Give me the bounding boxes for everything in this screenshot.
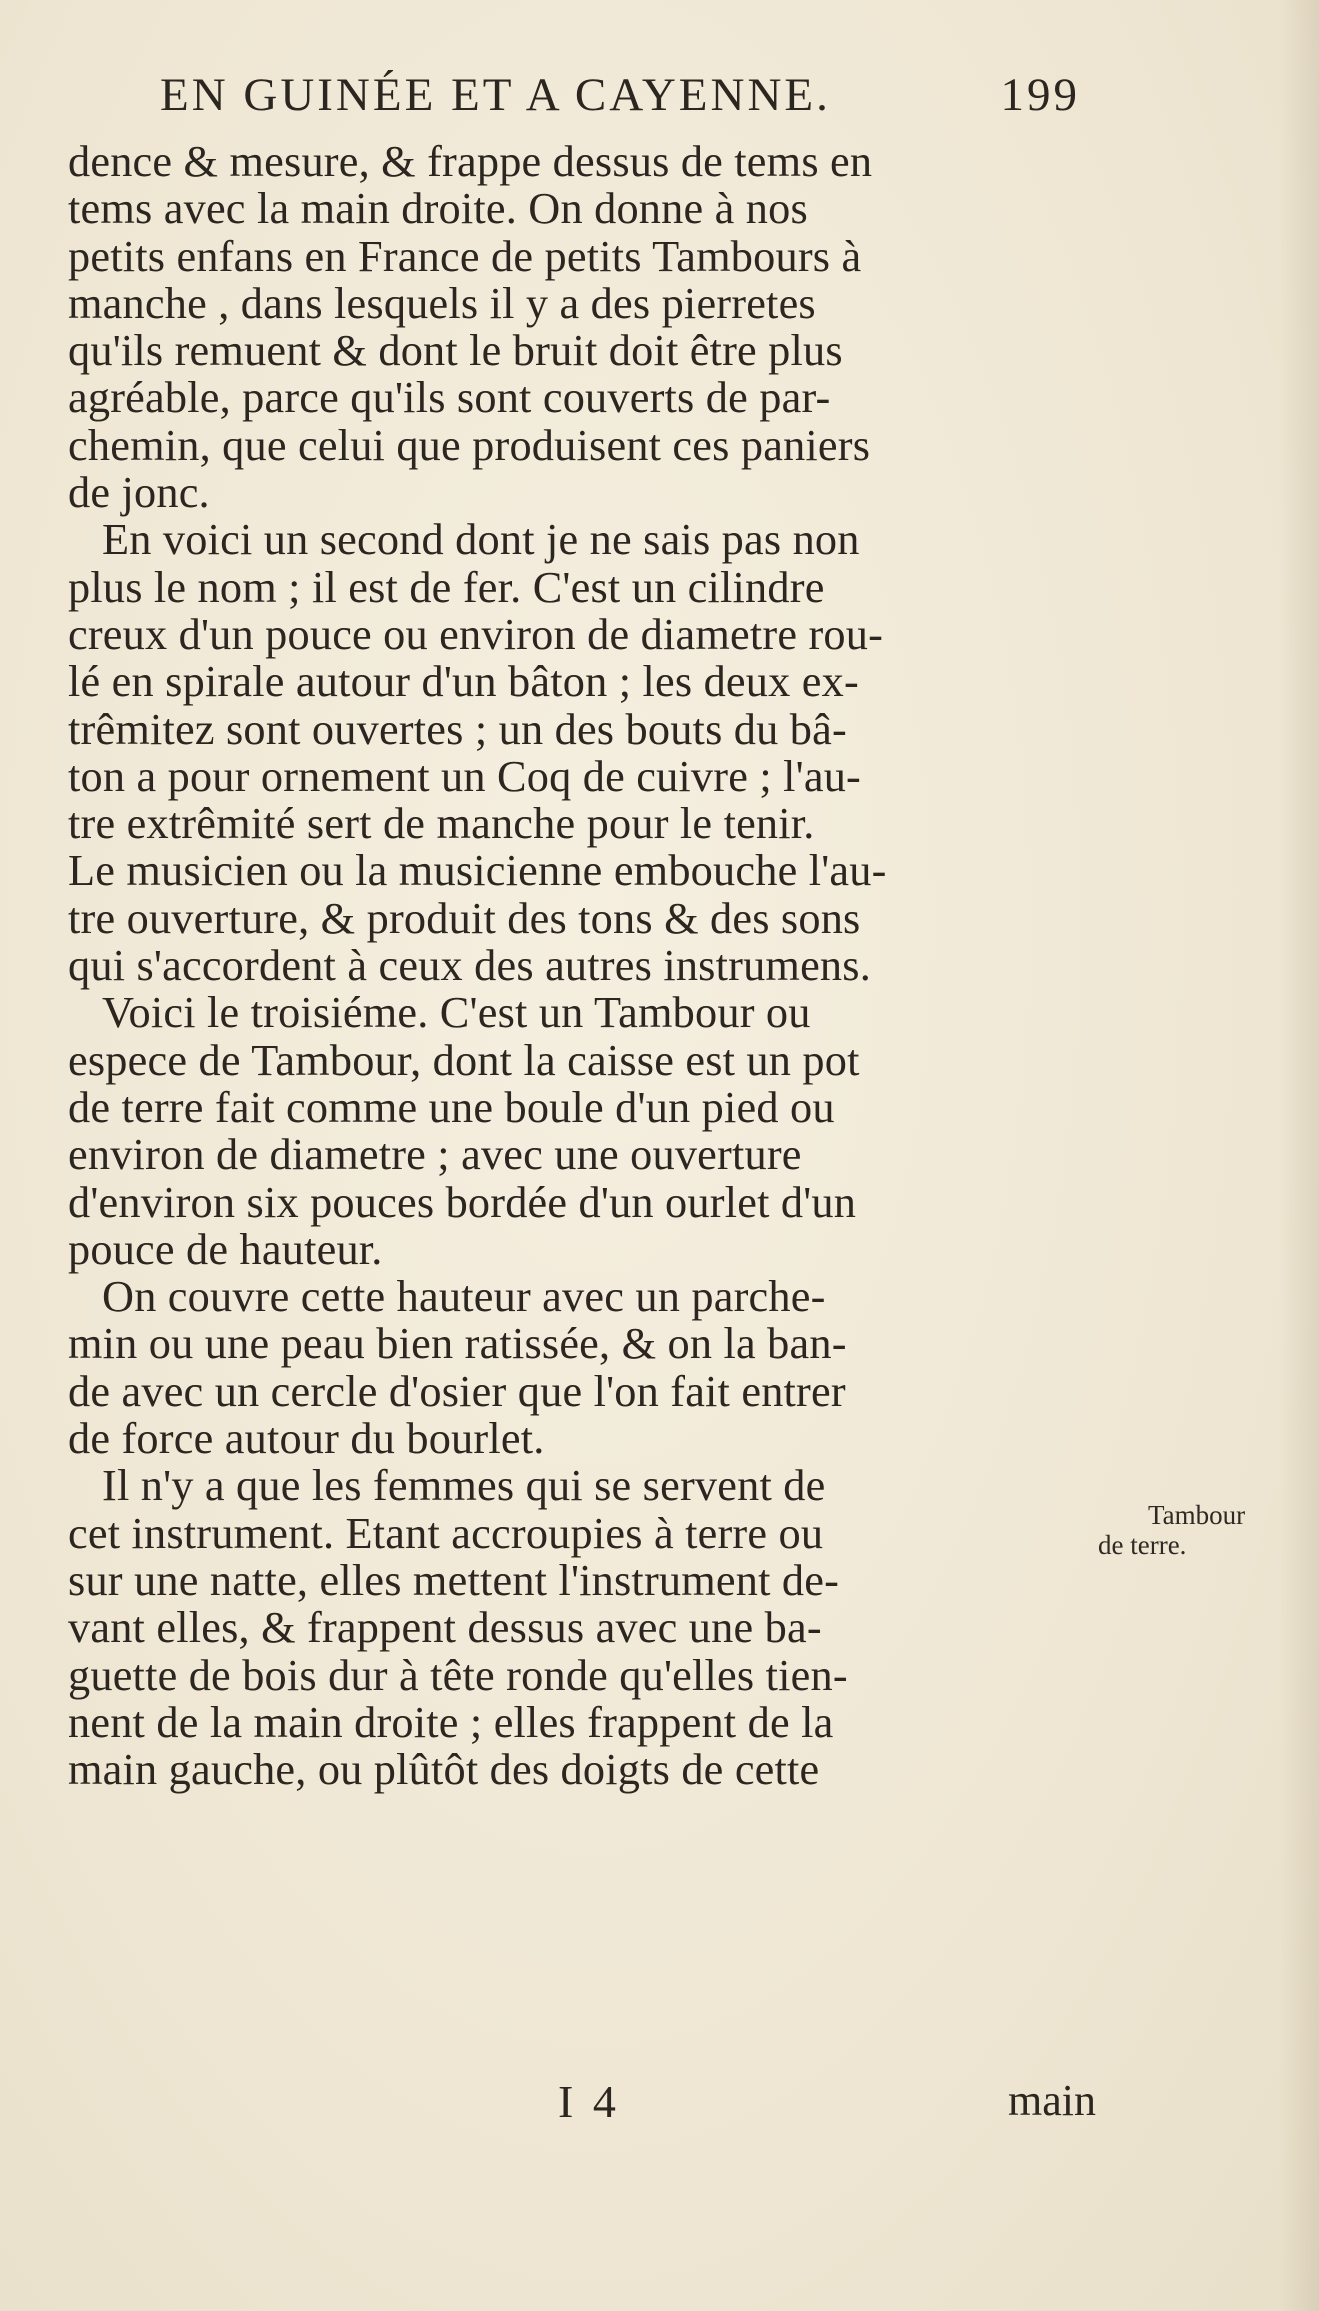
- text-line: tre ouverture, & produit des tons & des sons: [68, 893, 861, 943]
- text-line: manche , dans lesquels il y a des pierretes: [68, 278, 816, 328]
- text-line: d'environ six pouces bordée d'un ourlet d'un: [68, 1177, 857, 1227]
- text-line: petits enfans en France de petits Tambours à: [68, 231, 862, 281]
- text-line: plus le nom ; il est de fer. C'est un cilindre: [68, 562, 825, 612]
- text-line: qu'ils remuent & dont le bruit doit être plus: [68, 326, 843, 376]
- text-line: guette de bois dur à tête ronde qu'elles tien-: [68, 1650, 848, 1700]
- text-line: ton a pour ornement un Coq de cuivre ; l'au-: [68, 751, 861, 801]
- catchword: main: [1008, 2076, 1096, 2125]
- paragraph-start-line: Voici le troisiéme. C'est un Tambour ou: [102, 988, 811, 1038]
- text-line: lé en spirale autour d'un bâton ; les deux ex-: [68, 657, 859, 707]
- text-line: qui s'accordent à ceux des autres instrumens.: [68, 941, 871, 991]
- text-line: de jonc.: [68, 468, 210, 518]
- text-line: trêmitez sont ouvertes ; un des bouts du bâ-: [68, 704, 847, 754]
- text-line: creux d'un pouce ou environ de diametre rou-: [68, 609, 884, 659]
- running-head: EN GUINÉE ET A CAYENNE.: [160, 69, 831, 121]
- margin-note-line: Tambour: [1148, 1500, 1246, 1530]
- text-line: pouce de hauteur.: [68, 1224, 383, 1274]
- text-line: espece de Tambour, dont la caisse est un pot: [68, 1035, 860, 1085]
- text-line: min ou une peau bien ratissée, & on la ban-: [68, 1319, 847, 1369]
- text-line: dence & mesure, & frappe dessus de tems en: [68, 137, 873, 186]
- text-line: nent de la main droite ; elles frappent de la: [68, 1697, 834, 1747]
- text-line: tre extrêmité sert de manche pour le tenir.: [68, 799, 815, 849]
- text-line: de terre fait comme une boule d'un pied ou: [68, 1082, 835, 1132]
- margin-note-line: de terre.: [1098, 1530, 1187, 1560]
- body-text: [68, 138, 1098, 1793]
- page-number: 199: [1000, 69, 1080, 121]
- paragraph-start-line: On couvre cette hauteur avec un parche-: [102, 1272, 826, 1322]
- page-edge-shadow: [1279, 0, 1319, 2311]
- text-line: sur une natte, elles mettent l'instrument de-: [68, 1555, 840, 1605]
- text-line: tems avec la main droite. On donne à nos: [68, 184, 808, 234]
- paragraph-start-line: Il n'y a que les femmes qui se servent de: [102, 1461, 826, 1511]
- signature-mark: I 4: [558, 2076, 620, 2127]
- text-line: main gauche, ou plûtôt des doigts de cette: [68, 1745, 820, 1795]
- text-line: de avec un cercle d'osier que l'on fait entrer: [68, 1366, 846, 1416]
- text-line: agréable, parce qu'ils sont couverts de par-: [68, 373, 831, 423]
- page-footer: [68, 2075, 1118, 2135]
- text-line: vant elles, & frappent dessus avec une ba-: [68, 1603, 822, 1653]
- text-line: Le musicien ou la musicienne embouche l'au-: [68, 846, 887, 896]
- text-line: environ de diametre ; avec une ouverture: [68, 1130, 802, 1180]
- paragraph-start-line: En voici un second dont je ne sais pas non: [102, 515, 860, 565]
- text-line: cet instrument. Etant accroupies à terre ou: [68, 1508, 824, 1558]
- text-line: chemin, que celui que produisent ces paniers: [68, 420, 871, 470]
- page-header: [160, 68, 1080, 138]
- text-line: de force autour du bourlet.: [68, 1414, 545, 1464]
